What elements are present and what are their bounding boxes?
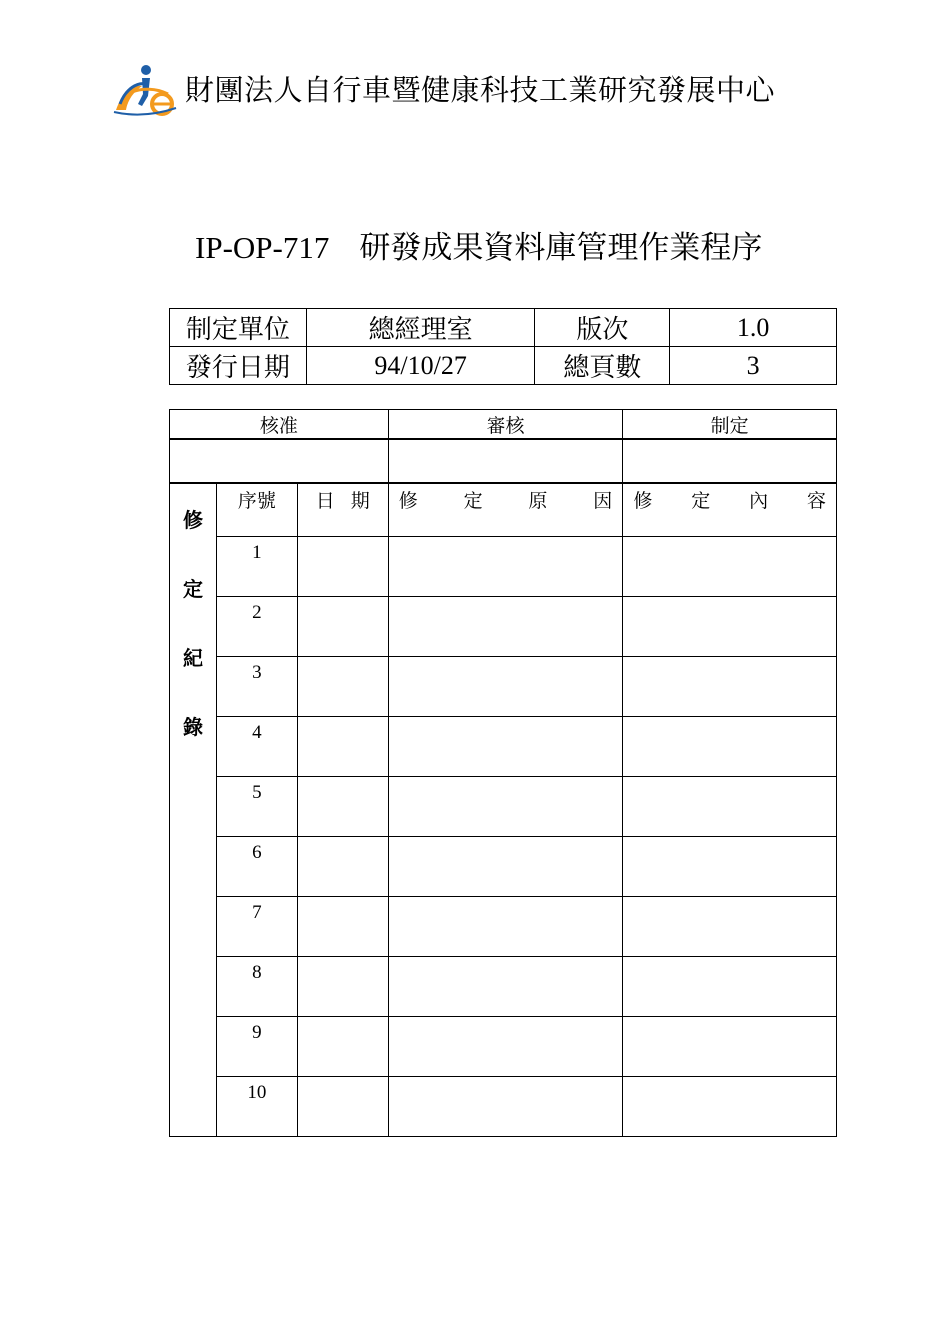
organization-name: 財團法人自行車暨健康科技工業研究發展中心	[185, 73, 776, 107]
content-header-char: 內	[749, 490, 769, 512]
revision-reason-cell	[388, 597, 623, 657]
revision-row	[170, 837, 837, 897]
establish-label: 制定	[623, 410, 837, 440]
revision-content-cell	[623, 537, 837, 597]
dept-label: 制定單位	[170, 309, 307, 347]
total-pages-label: 總頁數	[535, 347, 670, 385]
approve-signature-cell	[170, 439, 389, 483]
revision-reason-cell	[388, 537, 623, 597]
revision-date-cell	[297, 957, 388, 1017]
document-code: IP-OP-717	[195, 230, 330, 265]
reason-header	[388, 483, 623, 537]
revision-header-row	[170, 483, 837, 537]
revision-date-cell	[297, 537, 388, 597]
revision-content-cell	[623, 777, 837, 837]
approval-header-row	[170, 410, 837, 440]
document-info-table	[169, 308, 837, 385]
revision-reason-cell	[388, 957, 623, 1017]
side-char: 錄	[182, 715, 203, 739]
approval-revision-table	[169, 409, 837, 1137]
revision-seq: 1	[216, 537, 297, 597]
revision-row	[170, 657, 837, 717]
seq-header: 序號	[216, 483, 297, 537]
revision-content-cell	[623, 837, 837, 897]
revision-seq: 6	[216, 837, 297, 897]
side-char: 定	[182, 577, 203, 601]
revision-seq: 9	[216, 1017, 297, 1077]
revision-row	[170, 537, 837, 597]
revision-content-cell	[623, 1077, 837, 1137]
revision-reason-cell	[388, 1077, 623, 1137]
approve-label: 核准	[170, 410, 389, 440]
reason-header-char: 定	[463, 490, 483, 512]
reason-header-char: 修	[398, 490, 418, 512]
revision-content-cell	[623, 657, 837, 717]
revision-date-cell	[297, 837, 388, 897]
revision-row	[170, 1017, 837, 1077]
revision-seq: 2	[216, 597, 297, 657]
revision-date-cell	[297, 657, 388, 717]
revision-reason-cell	[388, 717, 623, 777]
review-signature-cell	[388, 439, 623, 483]
revision-content-cell	[623, 717, 837, 777]
revision-seq: 10	[216, 1077, 297, 1137]
revision-date-cell	[297, 777, 388, 837]
document-title	[195, 222, 762, 267]
side-char: 紀	[182, 646, 203, 670]
review-label: 審核	[388, 410, 623, 440]
revision-reason-cell	[388, 657, 623, 717]
revision-seq: 4	[216, 717, 297, 777]
revision-row	[170, 897, 837, 957]
side-char: 修	[182, 508, 203, 532]
revision-row	[170, 597, 837, 657]
revision-reason-cell	[388, 897, 623, 957]
revision-row	[170, 957, 837, 1017]
revision-reason-cell	[388, 1017, 623, 1077]
date-header-char: 期	[350, 490, 370, 512]
issue-date-label: 發行日期	[170, 347, 307, 385]
revision-row	[170, 1077, 837, 1137]
revision-row	[170, 777, 837, 837]
dept-value: 總經理室	[306, 309, 535, 347]
content-header-char: 定	[691, 490, 711, 512]
page-header	[112, 62, 852, 118]
info-row-1	[170, 309, 837, 347]
revision-seq: 5	[216, 777, 297, 837]
organization-logo	[112, 62, 180, 118]
revision-date-cell	[297, 717, 388, 777]
revision-row	[170, 717, 837, 777]
date-header	[297, 483, 388, 537]
establish-signature-cell	[623, 439, 837, 483]
content-header-char: 修	[633, 490, 653, 512]
date-header-char: 日	[315, 490, 335, 512]
total-pages-value: 3	[670, 347, 837, 385]
reason-header-char: 原	[528, 490, 548, 512]
revision-content-cell	[623, 897, 837, 957]
revision-seq: 7	[216, 897, 297, 957]
revision-date-cell	[297, 1077, 388, 1137]
version-value: 1.0	[670, 309, 837, 347]
revision-reason-cell	[388, 777, 623, 837]
reason-header-char: 因	[593, 490, 613, 512]
revision-content-cell	[623, 1017, 837, 1077]
info-row-2	[170, 347, 837, 385]
revision-date-cell	[297, 1017, 388, 1077]
revision-seq: 3	[216, 657, 297, 717]
revision-seq: 8	[216, 957, 297, 1017]
issue-date-value: 94/10/27	[306, 347, 535, 385]
revision-date-cell	[297, 597, 388, 657]
revision-reason-cell	[388, 837, 623, 897]
revision-record-label	[170, 483, 217, 1137]
revision-date-cell	[297, 897, 388, 957]
revision-content-cell	[623, 597, 837, 657]
signature-row	[170, 439, 837, 483]
content-header	[623, 483, 837, 537]
revision-content-cell	[623, 957, 837, 1017]
content-header-char: 容	[806, 490, 826, 512]
version-label: 版次	[535, 309, 670, 347]
document-name: 研發成果資料庫管理作業程序	[359, 230, 763, 265]
